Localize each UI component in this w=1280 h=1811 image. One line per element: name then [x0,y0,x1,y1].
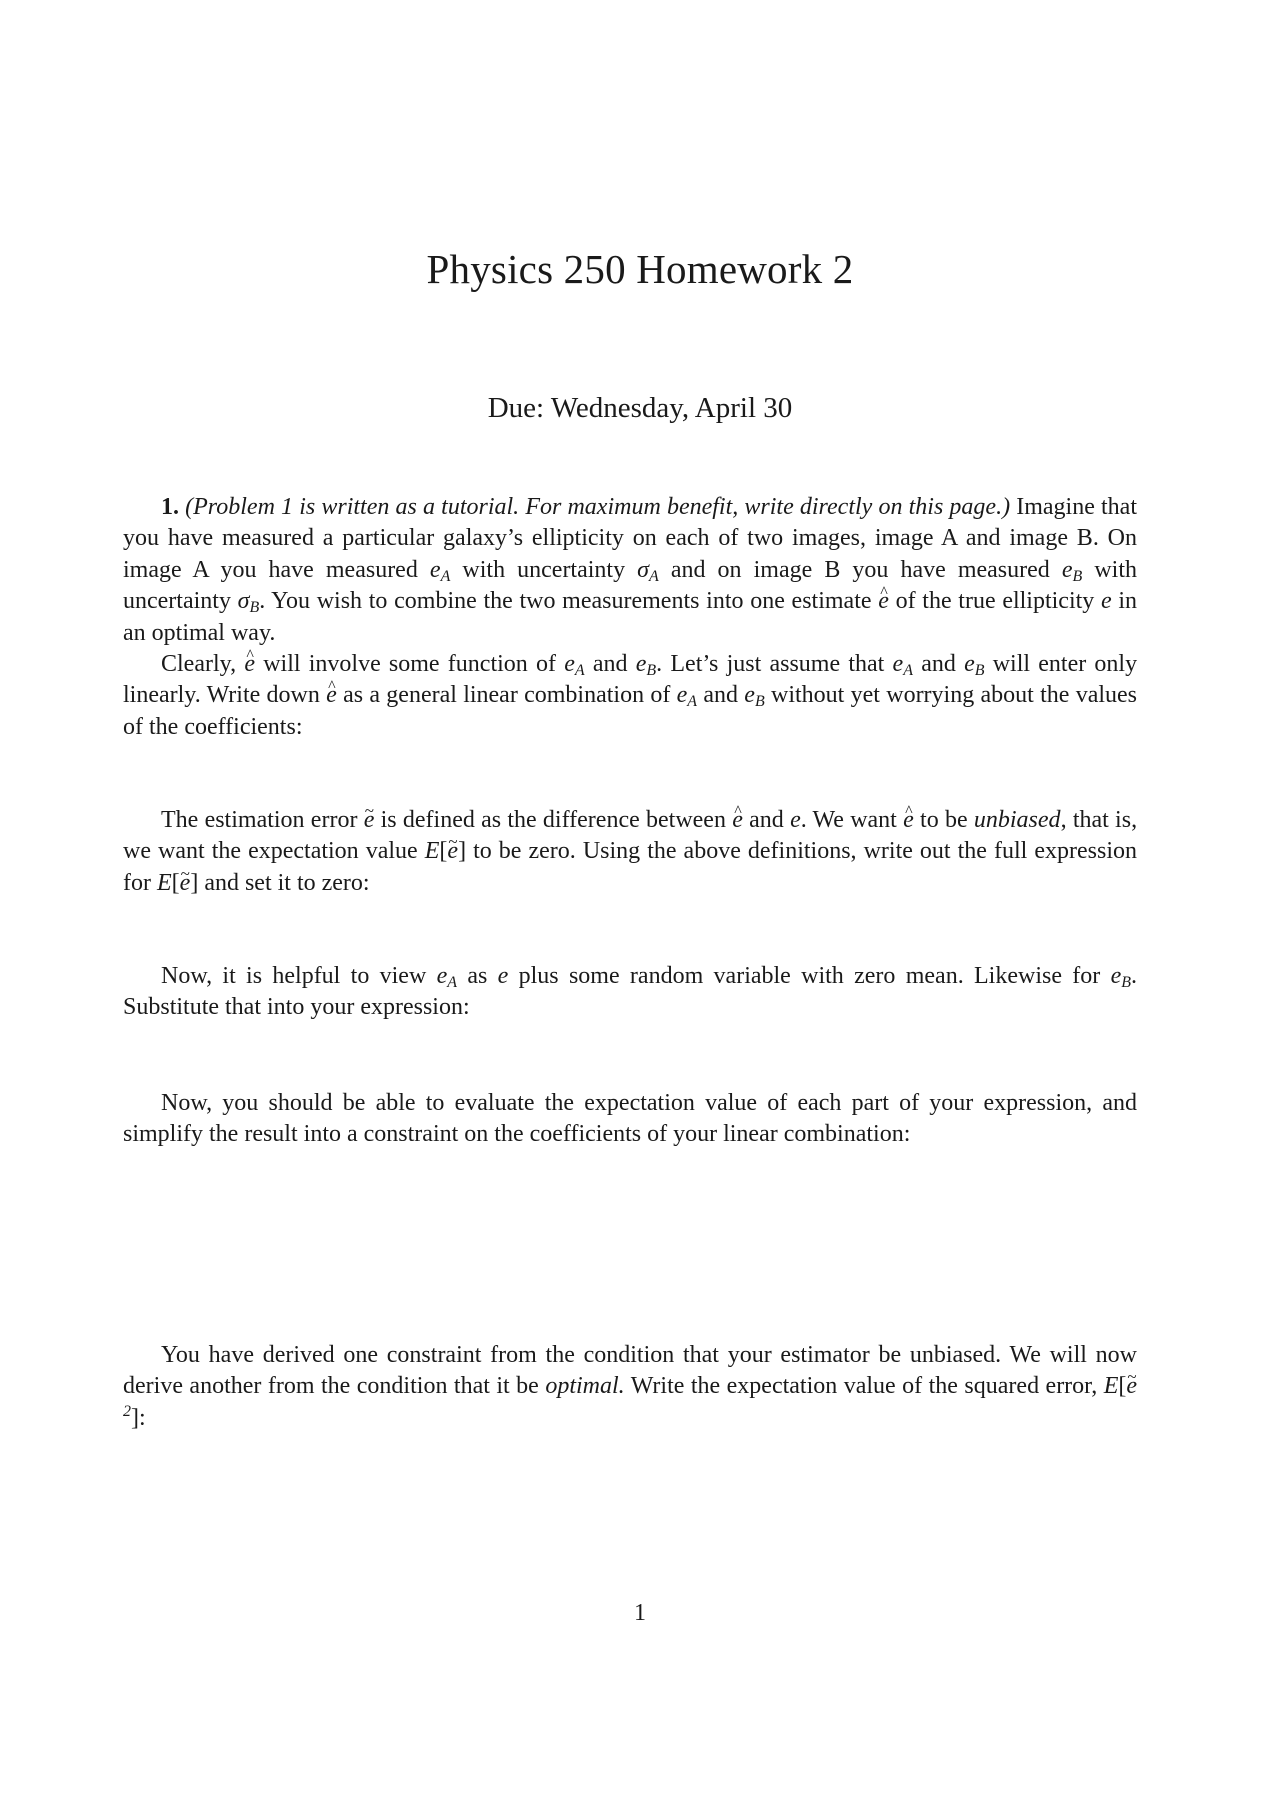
paragraph-text: Imagine that you have measured a particular galaxy’s ellipticity on each of two images, image A and image B. On image A you have measured [123,494,1138,583]
paragraph-text: as [467,963,488,989]
math-e: e [1101,588,1112,615]
paragraph-text: and [749,807,784,833]
paragraph-text: and [592,651,628,677]
paragraph-text: Now, it is helpful to view [161,963,427,989]
paragraph-text: Clearly, [161,651,237,677]
substitution-paragraph [123,961,1137,1024]
paragraph-text: Now, you should be able to evaluate the expectation value of each part of your expression, and simplify the result into a constraint on the coefficients of your linear combination: [123,1090,1137,1148]
math-e: e [790,807,801,833]
emphasis-optimal: optimal. [545,1373,625,1400]
math-e-a: $e_A$ [676,682,698,711]
page-number: 1 [634,1600,646,1626]
math-e-tilde: e ~ [364,805,375,836]
paragraph-text: . We want [800,807,897,833]
math-e-a: $e_A$ [436,963,458,991]
math-expectation-e-tilde: E [156,869,172,896]
math-e-hat: e ^ [732,805,743,836]
math-e-b: $e_B$ [1061,556,1083,585]
math-e-a: $e_A$ [564,651,585,679]
math-e-tilde: e ~ [1126,1371,1137,1402]
paragraph-text: You have derived one constraint from the condition that your estimator be unbiased. We will now derive another from the condition that it be [123,1342,1137,1400]
math-e-b: $e_B$ [1110,963,1132,991]
paragraph-text: with uncertainty [462,556,626,583]
math-e-b: $e_B$ [744,682,765,711]
math-e-hat: e ^ [903,805,914,836]
math-expectation-e-tilde: E [424,838,440,865]
document-title: Physics 250 Homework 2 [426,246,854,292]
paragraph-text: in an optimal way. [123,588,1138,646]
due-date: Due: Wednesday, April 30 [487,392,793,424]
paragraph-text: , that is, we want the expectation value [123,807,1138,865]
paragraph-text: and on image B you have measured [670,556,1050,583]
paragraph-text: as a general linear combination of [343,682,671,709]
problem-number: 1. [161,494,179,520]
paragraph-text: of the true ellipticity [895,588,1095,615]
math-e: e [497,963,509,989]
paragraph-text: to be [920,807,968,833]
math-e-tilde: e ~ [180,868,191,899]
math-e-hat: e ^ [878,586,889,617]
paragraph-text: . Let’s just assume that [656,651,885,677]
tutorial-note: (Problem 1 is written as a tutorial. For maximum benefit, write directly on this page.) [185,494,1011,520]
squared-error-paragraph: You have derived one constraint from the condition that your estimator be unbiased. We will now derive another from the condition that it be optimal. Write the expectation value of the squared error, E[e ~$^2$]: [123,1340,1137,1434]
paragraph-text: plus some random variable with zero mean. Likewise for [518,963,1101,989]
math-e-hat: e ^ [244,649,255,680]
math-e-hat: e ^ [326,680,337,711]
constraint-paragraph [123,1088,1137,1151]
paragraph-text: will involve some function of [263,651,556,677]
paragraph-text: with uncertainty [123,556,1138,615]
paragraph-text: will enter only linearly. Write down [123,651,1138,709]
paragraph-text: and set it to zero: [204,869,370,896]
paragraph-text: is defined as the difference between [380,807,726,833]
linear-combination-paragraph [123,649,1137,743]
estimation-error-paragraph: The estimation error e ~ is defined as the difference between e ^ and e. We want e ^ to be unbiased, that is, we want the expectation value E[e ~] to be zero. Using the above definitions, write out the full expression for E[e ~] and set it to zero: [123,805,1137,899]
paragraph-text: . You wish to combine the two measurements into one estimate [259,588,872,615]
paragraph-text: : [139,1404,146,1431]
math-e-b: $e_B$ [964,651,985,679]
paragraph-text: and [703,682,739,709]
paragraph-text: Write the expectation value of the squared error, [630,1373,1098,1400]
math-e-tilde: e ~ [447,836,458,867]
paragraph-text: The estimation error [161,807,358,833]
emphasis-unbiased: unbiased [973,807,1061,833]
paragraph-text: without yet worrying about the values of the coefficients: [123,682,1138,740]
math-e-b: $e_B$ [635,651,657,679]
math-e-a: $e_A$ [892,651,913,679]
paragraph-text: and [921,651,956,677]
math-sigma-a: $\sigma_A$ [637,556,659,585]
problem-1-intro-paragraph [123,492,1137,649]
math-expectation-squared-error: E [1103,1373,1119,1400]
math-e-a: $e_A$ [429,556,451,585]
math-sigma-b: $\sigma_B$ [237,588,260,617]
paragraph-text: . Substitute that into your expression: [123,963,1138,1021]
paragraph-text: to be zero. Using the above definitions, write out the full expression for [123,838,1137,896]
